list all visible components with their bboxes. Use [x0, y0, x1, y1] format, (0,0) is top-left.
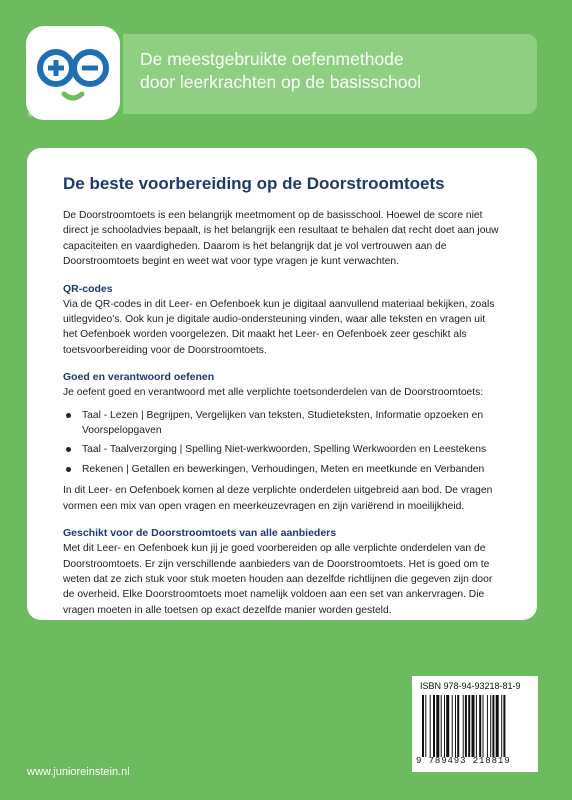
section-heading-oefenen: Goed en verantwoord oefenen: [63, 371, 215, 384]
subject-list: [63, 408, 501, 478]
logo: [26, 26, 120, 120]
section-text-qr: Via de QR-codes in dit Leer- en Oefenboek kun je digitaal aanvullend materiaal bekijken, zoals uitlegvideo's. Ook kun je digitale audio-ondersteuning vinden, waar alle teksten en vragen uit het Oefenboek worden voorgelezen. Dit maakt het Leer- en Oefenboek zeer geschikt als toetsvoorbereiding voor de Doorstroomtoets.: [63, 298, 495, 356]
page-title: De beste voorbereiding op de Doorstroomtoets: [63, 174, 445, 193]
section-text-aanbieders: Met dit Leer- en Oefenboek kun jij je goed voorbereiden op alle verplichte onderdelen van de Doorstroomtoets. Er zijn verschillende aanbieders van de Doorstroomtoets. Het is goed om te weten dat ze zich stuk voor stuk moeten houden aan dezelfde richtlijnen die gegeven zijn door de overheid. Elke Doorstroomtoets moet namelijk voldoen aan een set van ankervragen. Die vragen moeten in alle toetsen op exact dezelfde manier worden gesteld.: [63, 543, 493, 616]
website-url: www.junioreinstein.nl: [27, 766, 130, 778]
intro-paragraph: De Doorstroomtoets is een belangrijk meetmoment op de basisschool. Hoewel de score niet direct je schooladvies bepaalt, is het belangrijk een resultaat te behalen dat recht doet aan jouw capaciteiten en vaardigheden. Daarom is het belangrijk dat je vol vertrouwen aan de Doorstroomtoets begint en weet wat voor type vragen je kunt verwachten.: [63, 210, 499, 268]
list-item: Rekenen | Getallen en bewerkingen, Verhoudingen, Meten en meetkunde en Verbanden: [82, 462, 501, 477]
list-item: Taal - Lezen | Begrijpen, Vergelijken van teksten, Studieteksten, Informatie opzoeken en Voorspelopgaven: [82, 408, 501, 439]
isbn-label: ISBN 978-94-93218-81-9: [420, 681, 521, 691]
content-card: [27, 148, 537, 620]
section-text-oefenen: Je oefent goed en verantwoord met alle verplichte toetsonderdelen van de Doorstroomtoets:: [63, 387, 484, 399]
tagline-line-2: door leerkrachten op de basisschool: [140, 72, 422, 92]
isbn-barcode-box: [412, 676, 538, 772]
plus-smile-minus-icon: [26, 26, 120, 120]
tagline-banner: [123, 34, 537, 114]
barcode-digits: 9 789493 218819: [416, 756, 511, 766]
barcode-icon: [422, 695, 528, 757]
list-item: Taal - Taalverzorging | Spelling Niet-werkwoorden, Spelling Werkwoorden en Leestekens: [82, 442, 501, 457]
tagline-line-1: De meestgebruikte oefenmethode: [140, 49, 404, 69]
registered-mark: ®: [28, 112, 34, 119]
after-list-paragraph: In dit Leer- en Oefenboek komen al deze verplichte onderdelen uitgebreid aan bod. De vragen vormen een mix van open vragen en meerkeuzevragen en zijn variërend in moeilijkheid.: [63, 485, 493, 512]
section-heading-aanbieders: Geschikt voor de Doorstroomtoets van alle aanbieders: [63, 527, 337, 540]
section-heading-qr: QR-codes: [63, 282, 113, 295]
